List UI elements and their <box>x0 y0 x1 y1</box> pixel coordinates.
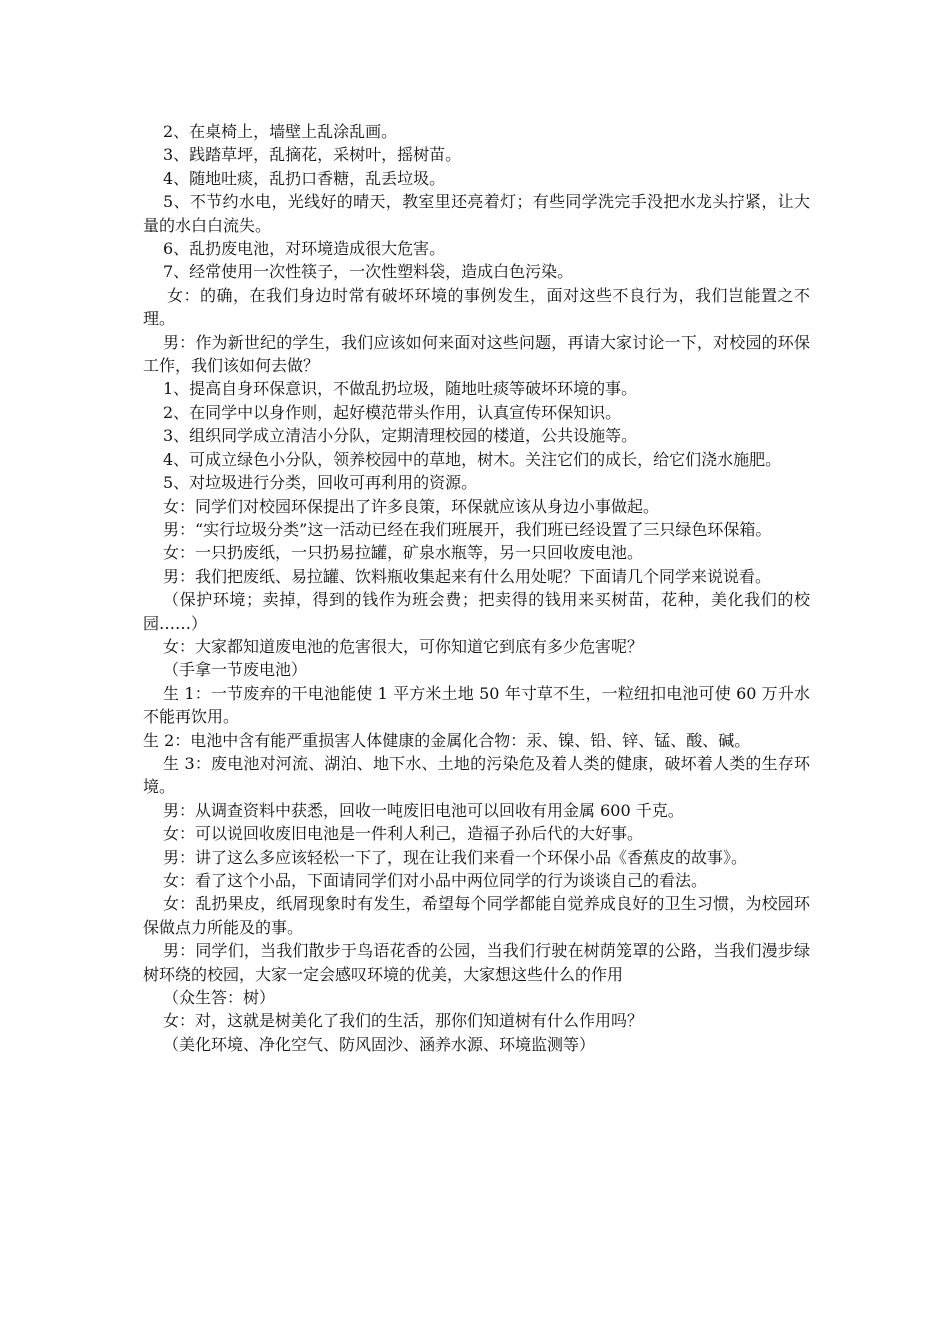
document-body <box>143 120 810 1056</box>
paragraph-25: 女：可以说回收废旧电池是一件利人利己，造福子孙后代的大好事。 <box>163 824 644 844</box>
paragraph-32: （美化环境、净化空气、防风固沙、涵养水源、环境监测等） <box>163 1034 596 1054</box>
paragraph-19: 女：大家都知道废电池的危害很大，可你知道它到底有多少危害呢？ <box>163 636 644 656</box>
paragraph-10: 2、在同学中以身作则，起好模范带头作用，认真宣传环保知识。 <box>163 402 622 422</box>
paragraph-3: 4、随地吐痰，乱扔口香糖，乱丢垃圾。 <box>163 168 446 188</box>
paragraph-1: 2、在桌椅上，墙壁上乱涂乱画。 <box>163 122 398 141</box>
paragraph-18: （保护环境；卖掉，得到的钱作为班会费；把卖得的钱用来买树苗，花种，美化我们的校园……） <box>143 590 810 633</box>
paragraph-11: 3、组织同学成立清洁小分队，定期清理校园的楼道，公共设施等。 <box>163 426 638 446</box>
paragraph-27: 女：看了这个小品，下面请同学们对小品中两位同学的行为谈谈自己的看法。 <box>163 871 708 890</box>
paragraph-17: 男：我们把废纸、易拉罐、饮料瓶收集起来有什么用处呢？下面请几个同学来说说看。 <box>163 566 772 586</box>
paragraph-13: 5、对垃圾进行分类，回收可再利用的资源。 <box>163 473 478 493</box>
paragraph-4: 5、不节约水电，光线好的晴天，教室里还亮着灯；有些同学洗完手没把水龙头拧紧，让大量的水白白流失。 <box>143 192 810 235</box>
paragraph-16: 女：一只扔废纸，一只扔易拉罐，矿泉水瓶等，另一只回收废电池。 <box>163 543 644 563</box>
paragraph-23: 生 3：废电池对河流、湖泊、地下水、土地的污染危及着人类的健康，破坏着人类的生存环境。 <box>143 753 810 797</box>
paragraph-14: 女：同学们对校园环保提出了许多良策，环保就应该从身边小事做起。 <box>163 496 660 516</box>
paragraph-28: 女：乱扔果皮，纸屑现象时有发生，希望每个同学都能自觉养成良好的卫生习惯，为校园环保做点力所能及的事。 <box>143 894 810 937</box>
paragraph-5: 6、乱扔废电池，对环境造成很大危害。 <box>163 239 446 259</box>
paragraph-21: 生 1：一节废弃的干电池能使 1 平方米土地 50 年寸草不生，一粒纽扣电池可使 60 万升水不能再饮用。 <box>143 683 810 727</box>
paragraph-8: 男：作为新世纪的学生，我们应该如何来面对这些问题，再请大家讨论一下，对校园的环保工作，我们该如何去做？ <box>143 332 810 376</box>
paragraph-7: 女：的确，在我们身边时常有破坏环境的事例发生，面对这些不良行为，我们岂能置之不理。 <box>143 285 810 329</box>
paragraph-24: 男：从调查资料中获悉，回收一吨废旧电池可以回收有用金属 600 千克。 <box>163 800 684 820</box>
paragraph-26: 男：讲了这么多应该轻松一下了，现在让我们来看一个环保小品《香蕉皮的故事》。 <box>163 847 748 867</box>
paragraph-2: 3、践踏草坪，乱摘花，采树叶，摇树苗。 <box>163 145 462 165</box>
paragraph-20: （手拿一节废电池） <box>163 660 308 680</box>
paragraph-30: （众生答：树） <box>163 988 276 1008</box>
paragraph-9: 1、提高自身环保意识，不做乱扔垃圾，随地吐痰等破坏环境的事。 <box>163 379 638 399</box>
paragraph-6: 7、经常使用一次性筷子，一次性塑料袋，造成白色污染。 <box>163 262 574 282</box>
paragraph-12: 4、可成立绿色小分队，领养校园中的草地，树木。关注它们的成长，给它们浇水施肥。 <box>163 449 782 469</box>
paragraph-22: 生 2：电池中含有能严重损害人体健康的金属化合物：汞、镍、铅、锌、锰、酸、碱。 <box>143 730 751 750</box>
paragraph-15: 男：“实行垃圾分类”这一活动已经在我们班展开，我们班已经设置了三只绿色环保箱。 <box>163 519 772 539</box>
paragraph-31: 女：对，这就是树美化了我们的生活，那你们知道树有什么作用吗？ <box>163 1011 644 1031</box>
paragraph-29: 男：同学们，当我们散步于鸟语花香的公园，当我们行驶在树荫笼罩的公路，当我们漫步绿树环绕的校园，大家一定会感叹环境的优美，大家想这些什么的作用 <box>143 941 810 984</box>
